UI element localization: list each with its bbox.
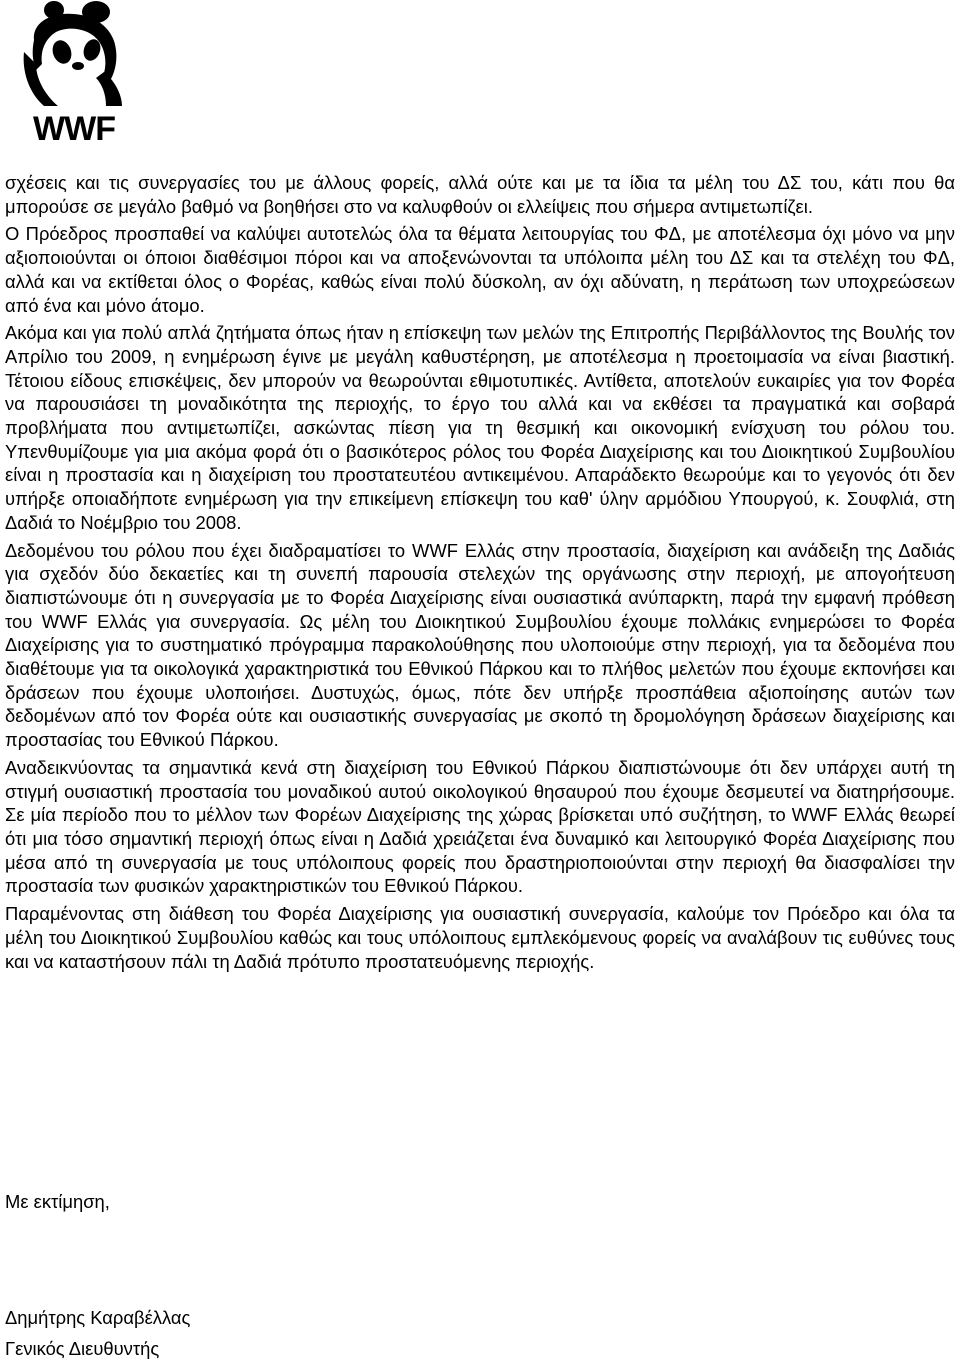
paragraph-1: σχέσεις και τις συνεργασίες του με άλλους φορείς, αλλά ούτε και με τα ίδια τα μέλη του ΔΣ του, κάτι που θα μπορούσε σε μεγάλο βαθμό να βοηθήσει στο να καλυφθούν οι ελλείψεις που σήμερα αντιμετωπίζει. — [5, 172, 955, 217]
wwf-logo-text: WWF — [33, 110, 115, 146]
signatory-title: Γενικός Διευθυντής — [5, 1338, 160, 1359]
panda-icon — [22, 0, 126, 146]
letter-body — [5, 171, 955, 977]
paragraph-2: Ο Πρόεδρος προσπαθεί να καλύψει αυτοτελώς όλα τα θέματα λειτουργίας του ΦΔ, με αποτέλεσμα όχι μόνο να μην αξιοποιούνται οι όποιοι διαθέσιμοι πόροι και να αποξενώνονται τα υπόλοιπα μέλη του ΔΣ και τα στελέχη του ΦΔ, αλλά και να εκτίθεται όλος ο Φορέας, καθώς είναι πολύ δύσκολη, αν όχι αδύνατη, η περάτωση των υποχρεώσεων από ένα και μόνο άτομο. — [5, 223, 955, 316]
paragraph-3: Ακόμα και για πολύ απλά ζητήματα όπως ήταν η επίσκεψη των μελών της Επιτροπής Περιβάλλοντος της Βουλής τον Απρίλιο του 2009, η ενημέρωση έγινε με μεγάλη καθυστέρηση, με αποτέλεσμα η προετοιμασία να είναι βιαστική. Τέτοιου είδους επισκέψεις, δεν μπορούν να θεωρούνται εθιμοτυπικές. Αντίθετα, αποτελούν ευκαιρίες για τον Φορέα να παρουσιάσει τη μοναδικότητα της περιοχής, το έργο του αλλά και να εκθέσει τα πραγματικά και σοβαρά προβλήματα που αντιμετωπίζει, ασκώντας πίεση για τη θεσμική και οικονομική ενίσχυση του ρόλου του. Υπενθυμίζουμε για μια ακόμα φορά ότι ο βασικότερος ρόλος του Φορέα Διαχείρισης και του Διοικητικού Συμβουλίου είναι η προστασία και η διαχείριση του προστατευτέου αντικειμένου. Απαράδεκτο θεωρούμε και το γεγονός ότι δεν υπήρξε οποιαδήποτε ενημέρωση για την επικείμενη επίσκεψη του καθ' ύλην αρμόδιου Υπουργού, κ. Σουφλιά, στη Δαδιά το Νοέμβριο του 2008. — [5, 322, 955, 533]
closing-salutation: Με εκτίμηση, — [5, 1191, 110, 1212]
signatory-name: Δημήτρης Καραβέλλας — [5, 1307, 191, 1328]
paragraph-4: Δεδομένου του ρόλου που έχει διαδραματίσει το WWF Ελλάς στην προστασία, διαχείριση και ανάδειξη της Δαδιάς για σχεδόν δύο δεκαετίες και τη συνεπή παρουσία στελεχών της οργάνωσης στην περιοχή, με απογοήτευση διαπιστώνουμε ότι η συνεργασία με το Φορέα Διαχείρισης είναι ουσιαστικά ανύπαρκτη, παρά την εμφανή πρόθεση του WWF Ελλάς για συνεργασία. Ως μέλη του Διοικητικού Συμβουλίου έχουμε πολλάκις ενημερώσει το Φορέα Διαχείρισης για το συστηματικό πρόγραμμα παρακολούθησης που υλοποιούμε στην περιοχή, για τα δεδομένα που διαθέτουμε για τα οικολογικά χαρακτηριστικά του Εθνικού Πάρκου και το πλήθος μελετών που έχουμε εκπονήσει και δράσεων που έχουμε υλοποιήσει. Δυστυχώς, όμως, πότε δεν υπήρξε προσπάθεια αξιοποίησης αυτών των δεδομένων από τον Φορέα ούτε και ουσιαστικής συνεργασίας με σκοπό τη δρομολόγηση δράσεων διαχείρισης και προστασίας του Εθνικού Πάρκου. — [5, 539, 955, 751]
paragraph-5: Αναδεικνύοντας τα σημαντικά κενά στη διαχείριση του Εθνικού Πάρκου διαπιστώνουμε ότι δεν υπάρχει αυτή τη στιγμή ουσιαστική προστασία του μοναδικού αυτού οικολογικού θησαυρού που έχουμε δεσμευτεί να διατηρήσουμε. Σε μία περίοδο που το μέλλον των Φορέων Διαχείρισης της χώρας βρίσκεται υπό συζήτηση, το WWF Ελλάς θεωρεί ότι μια τόσο σημαντική περιοχή όπως είναι η Δαδιά χρειάζεται ένα δυναμικό και λειτουργικό Φορέα Διαχείρισης που μέσα από τη συνεργασία με τους υπόλοιπους φορείς που δραστηριοποιούνται στην περιοχή θα διασφαλίσει την προστασία των φυσικών χαρακτηριστικών του Εθνικού Πάρκου. — [5, 756, 955, 897]
paragraph-6: Παραμένοντας στη διάθεση του Φορέα Διαχείρισης για ουσιαστική συνεργασία, καλούμε τον Πρόεδρο και όλα τα μέλη του Διοικητικού Συμβουλίου καθώς και τους υπόλοιπους εμπλεκόμενους φορείς να αναλάβουν τις ευθύνες τους και να καταστήσουν πάλι τη Δαδιά πρότυπο προστατευόμενης περιοχής. — [5, 903, 955, 972]
wwf-logo — [22, 0, 126, 146]
